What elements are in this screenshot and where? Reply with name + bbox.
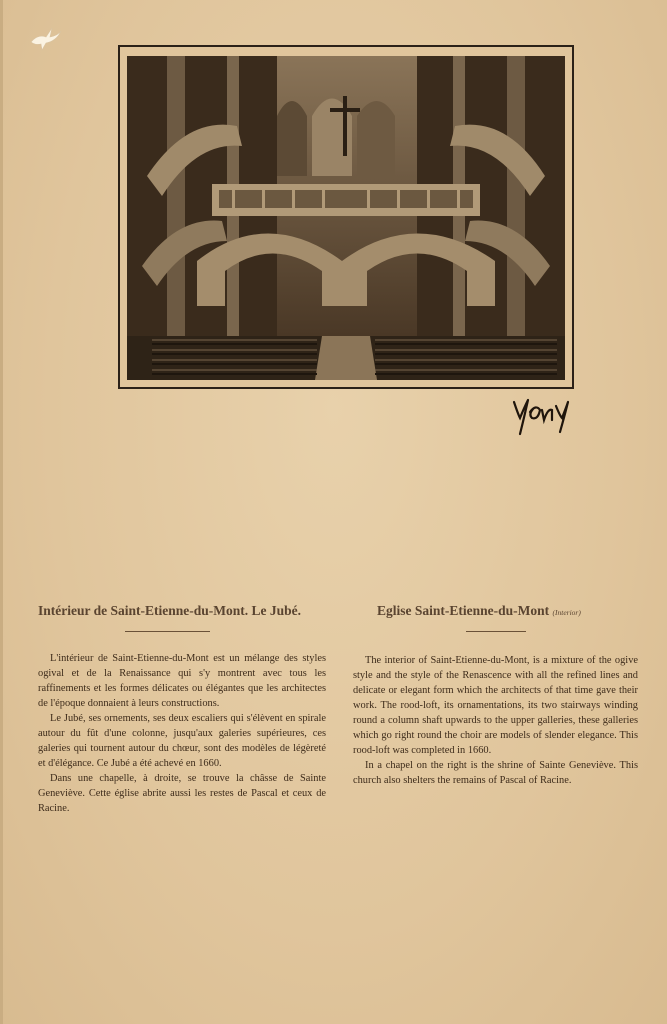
dove-logo-icon	[28, 22, 62, 56]
english-text	[353, 653, 638, 788]
english-subtitle: (Interior)	[552, 608, 581, 617]
french-paragraph: Le Jubé, ses ornements, ses deux escaliers qui s'élèvent en spirale autour du fût d'une colonne, jusqu'aux galeries supérieures, ces galeries qui tournent autour du chœur, sont des modèles de légèreté et d'élégance. Ce Jubé a été achevé en 1660.	[38, 713, 326, 769]
photographer-signature	[510, 388, 570, 438]
card-edge	[0, 0, 3, 1024]
french-paragraph: L'intérieur de Saint-Etienne-du-Mont est un mélange des styles ogival et de la Renaissance qui s'y montrent avec tous les raffinements et les formes délicates ou élégantes que les architectes de l'époque donnaient à leurs constructions.	[38, 653, 326, 709]
english-title-rule	[466, 631, 526, 632]
english-title	[377, 603, 581, 619]
english-paragraph: The interior of Saint-Etienne-du-Mont, is a mixture of the ogive style and the style of the Renascence with all the refined lines and delicate or elegant form which the architects of that time gave their work. The rood-loft, its ornamentations, its two stairways winding round a column shaft upwards to the upper galleries, these galleries which go right round the choir are models of slender elegance. This rood-loft was completed in 1660.	[353, 655, 638, 756]
french-paragraph: Dans une chapelle, à droite, se trouve la châsse de Sainte Geneviève. Cette église abrite aussi les restes de Pascal et ceux de Racine.	[38, 773, 326, 814]
french-title: Intérieur de Saint-Etienne-du-Mont. Le Jubé.	[38, 603, 302, 618]
english-paragraph: In a chapel on the right is the shrine of Sainte Geneviève. This church also shelters the remains of Pascal of Racine.	[353, 760, 638, 786]
french-title-rule	[125, 631, 210, 632]
french-text	[38, 651, 326, 816]
rood-screen-illustration	[127, 56, 565, 380]
english-title-main: Eglise Saint-Etienne-du-Mont	[377, 603, 550, 618]
photo-frame	[118, 45, 574, 389]
church-interior-photo	[127, 56, 565, 380]
